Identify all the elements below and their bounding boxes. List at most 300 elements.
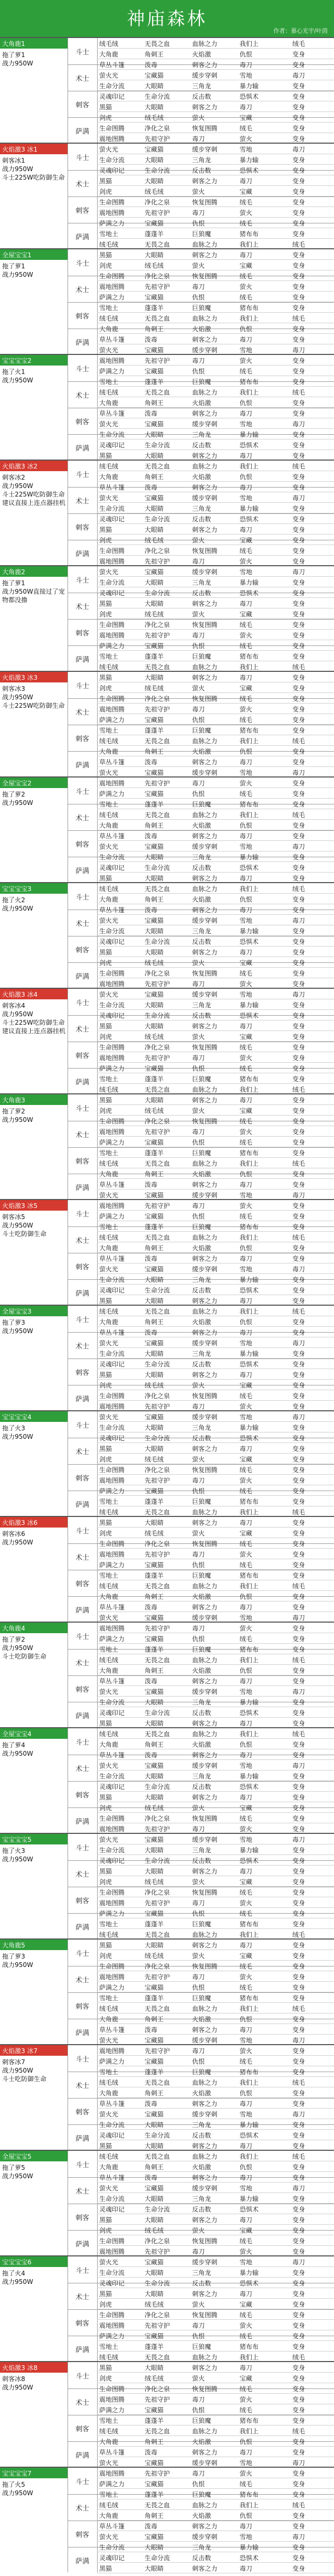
skill-row xyxy=(97,598,334,608)
skill-name: 绒毛绒 xyxy=(145,611,164,618)
skill-row xyxy=(97,682,334,693)
skill-name: 刺客之力 xyxy=(192,1868,218,1875)
skill-name: 剑虎 xyxy=(99,1530,112,1537)
skill-name: 宝藏猫 xyxy=(145,1635,164,1643)
skill-name: 生命分流 xyxy=(145,2554,170,2562)
skill-name: 宝藏 xyxy=(240,262,253,269)
skill-row xyxy=(97,535,334,545)
skill-name: 灵魂印记 xyxy=(99,1012,125,1019)
skill-name: 泼毒 xyxy=(145,61,158,69)
skill-row xyxy=(97,1401,334,1411)
section-description: 拖了萝1 战力950W xyxy=(2,51,33,67)
job-label: 刺客 xyxy=(75,2425,89,2433)
skill-name: 刺客之力 xyxy=(192,1371,218,1379)
skill-row xyxy=(97,704,334,714)
skill-row xyxy=(97,1929,334,1940)
skill-name: 绒毛绒 xyxy=(99,811,119,819)
section-description: 拖了萝2 战力950W xyxy=(2,1108,33,1123)
skill-name: 净化之泉 xyxy=(145,1889,170,1896)
skill-name: 萤火 xyxy=(192,1530,205,1537)
job-label: 刺客 xyxy=(75,735,89,743)
skill-name: 生命分流 xyxy=(99,1773,125,1780)
job-label: 术士 xyxy=(75,1448,89,1456)
skill-name: 绒毛 xyxy=(240,1910,253,1917)
skill-row xyxy=(97,1031,334,1042)
skill-name: 生命分流 xyxy=(145,1783,170,1791)
skill-name: 萤火 xyxy=(240,1403,253,1410)
page-header xyxy=(0,0,334,37)
skill-name: 刺客之力 xyxy=(192,2174,218,2181)
skill-name: 角刺王 xyxy=(145,473,164,481)
skill-name: 毒刀 xyxy=(292,1688,306,1696)
skill-row xyxy=(97,2330,334,2341)
lineup-section xyxy=(0,671,334,776)
skill-name: 剑虎 xyxy=(99,2375,112,2382)
skill-name: 灵魂印记 xyxy=(99,1857,125,1865)
skill-name: 剑虎 xyxy=(99,1456,112,1463)
job-label: 萨满 xyxy=(75,233,89,241)
skill-row xyxy=(97,2035,334,2045)
skill-name: 泼毒 xyxy=(145,2100,158,2107)
skill-name: 绒毛 xyxy=(292,2005,306,2012)
skill-name: 大眼睛 xyxy=(145,1297,164,1305)
skill-name: 先祖守护 xyxy=(145,2047,170,2055)
skill-name: 萤火 xyxy=(240,632,253,639)
skill-name: 萤火 xyxy=(192,2227,205,2234)
skill-name: 毒刀 xyxy=(240,526,253,533)
skill-name: 血脉之力 xyxy=(192,1931,218,1938)
skill-name: 萤火 xyxy=(192,1878,205,1886)
job-label: 斗士 xyxy=(75,1528,89,1535)
skill-row xyxy=(97,1760,334,1771)
skill-row xyxy=(97,1200,334,1211)
skill-name: 震地图腾 xyxy=(99,980,125,988)
skill-name: 毒刀 xyxy=(240,2216,253,2224)
skill-name: 绒毛绒 xyxy=(145,959,164,967)
skill-name: 变身 xyxy=(292,875,306,882)
skill-name: 绒毛 xyxy=(240,642,253,650)
skill-name: 缓步穿刺 xyxy=(192,1192,218,1199)
skill-name: 无畏之血 xyxy=(145,463,170,470)
skill-name: 变身 xyxy=(292,357,306,364)
skill-name: 毒刀 xyxy=(240,1445,253,1453)
skill-name: 仇恨 xyxy=(192,2406,205,2414)
skill-name: 三角龙 xyxy=(192,928,212,935)
skill-name: 绒毛绒 xyxy=(145,262,164,269)
job-label: 刺客 xyxy=(75,101,89,109)
skill-name: 变身 xyxy=(292,505,306,512)
skill-name: 剑虎 xyxy=(99,188,112,195)
skill-name: 绒毛绒 xyxy=(99,1086,119,1093)
job-label: 萨满 xyxy=(75,2029,89,2037)
skill-name: 生命图腾 xyxy=(99,1540,125,1548)
job-label: 刺客 xyxy=(75,524,89,532)
skill-row xyxy=(97,1813,334,1823)
skill-name: 我们上 xyxy=(240,2428,259,2435)
skill-name: 净化之泉 xyxy=(145,1815,170,1822)
skill-name: 毒刀 xyxy=(192,558,205,565)
job-label: 刺客 xyxy=(75,1897,89,1905)
skill-name: 恢复图腾 xyxy=(192,1889,218,1896)
skill-name: 雪地土 xyxy=(99,1994,119,2002)
skill-name: 变身 xyxy=(292,1551,306,1558)
skill-name: 剑虎 xyxy=(99,685,112,692)
skill-name: 恐惧术 xyxy=(240,167,259,174)
skill-name: 变身 xyxy=(292,125,306,132)
skill-name: 火焰激 xyxy=(192,822,212,829)
skill-row xyxy=(97,2278,334,2288)
skill-name: 宝藏猫 xyxy=(145,294,164,301)
skill-name: 绒毛 xyxy=(240,716,253,724)
skill-row xyxy=(97,1961,334,1971)
skill-row xyxy=(97,714,334,725)
skill-name: 变身 xyxy=(292,1646,306,1653)
skill-name: 绒毛 xyxy=(240,1487,253,1495)
skill-name: 我们上 xyxy=(240,40,259,48)
skill-name: 变身 xyxy=(292,230,306,238)
skill-name: 恢复图腾 xyxy=(192,1963,218,1970)
skill-name: 绒毛 xyxy=(240,220,253,227)
skill-name: 净化之泉 xyxy=(145,2385,170,2393)
skill-name: 毒刀 xyxy=(192,2248,205,2255)
section-label: 火焰激3 冰4 xyxy=(2,991,38,998)
skill-name: 震地图腾 xyxy=(99,283,125,291)
skill-name: 绒毛 xyxy=(292,2502,306,2509)
skill-name: 宝藏 xyxy=(240,2301,253,2308)
skill-row xyxy=(97,2267,334,2278)
skill-name: 泼毒 xyxy=(145,1751,158,1759)
skill-name: 变身 xyxy=(292,93,306,100)
skill-name: 刺客之力 xyxy=(192,1678,218,1685)
skill-name: 雪地土 xyxy=(99,653,119,660)
skill-name: 绒毛绒 xyxy=(145,1530,164,1537)
skill-row xyxy=(97,2373,334,2383)
skill-name: 角刺王 xyxy=(145,1741,164,1748)
skill-row xyxy=(97,1464,334,1475)
skill-name: 黑猫 xyxy=(99,2364,112,2372)
skill-name: 萤火 xyxy=(192,2301,205,2308)
skill-name: 黑猫 xyxy=(99,2216,112,2224)
skill-name: 萤火光 xyxy=(99,1413,119,1421)
skill-name: 三角龙 xyxy=(192,579,212,586)
skill-name: 绒毛绒 xyxy=(145,1878,164,1886)
skill-name: 变身 xyxy=(292,1604,306,1611)
skill-name: 我们上 xyxy=(240,241,259,248)
skill-name: 我们上 xyxy=(240,2153,259,2160)
job-label: 术士 xyxy=(75,1765,89,1773)
skill-name: 反击数 xyxy=(192,167,212,174)
skill-name: 恢复图腾 xyxy=(192,273,218,280)
skill-name: 猪布布 xyxy=(240,1646,259,1653)
skill-name: 宝藏猫 xyxy=(145,1213,164,1220)
skill-name: 震地图腾 xyxy=(99,1973,125,1981)
skill-name: 毒刀 xyxy=(240,949,253,956)
skill-name: 大角鹿 xyxy=(99,1741,119,1748)
job-label: 斗士 xyxy=(75,1316,89,1324)
skill-row xyxy=(97,302,334,313)
skill-name: 变身 xyxy=(292,758,306,766)
skill-row xyxy=(97,968,334,978)
job-label: 术士 xyxy=(75,2188,89,2196)
section-band xyxy=(0,1517,68,1528)
skill-name: 雪地 xyxy=(240,2037,253,2044)
skill-name: 绒毛 xyxy=(292,315,306,322)
skill-name: 大角鹿 xyxy=(99,1318,119,1326)
skill-name: 宝藏猫 xyxy=(145,917,164,924)
skill-name: 无畏之血 xyxy=(145,241,170,248)
skill-name: 缓步穿刺 xyxy=(192,2533,218,2541)
skill-name: 毒刀 xyxy=(292,2533,306,2541)
skill-name: 毒刀 xyxy=(292,2259,306,2266)
skill-name: 变身 xyxy=(292,114,306,121)
skill-name: 变身 xyxy=(292,1519,306,1526)
skill-name: 宝藏猫 xyxy=(145,1688,164,1696)
skill-name: 萤火光 xyxy=(99,568,119,576)
section-description: 拖了火5 战力950W xyxy=(2,2481,33,2497)
skill-name: 仇恨 xyxy=(192,220,205,227)
skill-name: 毒刀 xyxy=(192,357,205,364)
skill-name: 变身 xyxy=(292,2385,306,2393)
job-label: 萨满 xyxy=(75,1501,89,1509)
skill-name: 变身 xyxy=(292,473,306,481)
skill-row xyxy=(97,2140,334,2151)
skill-name: 毒刀 xyxy=(292,1413,306,1421)
skill-row xyxy=(97,429,334,439)
skill-name: 仇恨 xyxy=(192,716,205,724)
skill-name: 变身 xyxy=(292,1857,306,1865)
skill-name: 绒毛 xyxy=(292,1656,306,1664)
skill-name: 变身 xyxy=(292,1128,306,1136)
lineup-section xyxy=(0,1093,334,1199)
job-label: 斗士 xyxy=(75,2267,89,2275)
skill-row xyxy=(97,661,334,672)
skill-name: 震地图腾 xyxy=(99,706,125,713)
skill-name: 变身 xyxy=(292,1741,306,1748)
skill-name: 泼毒 xyxy=(145,1604,158,1611)
skill-name: 大眼睛 xyxy=(145,452,164,460)
skill-name: 变身 xyxy=(292,621,306,629)
skill-name: 净化之泉 xyxy=(145,2311,170,2319)
job-label: 术士 xyxy=(75,709,89,717)
skill-name: 草丛斗篷 xyxy=(99,2523,125,2530)
skill-name: 暴力输 xyxy=(240,1350,259,1357)
skill-name: 刺客之力 xyxy=(192,2216,218,2224)
lineup-section xyxy=(0,2467,334,2572)
skill-row xyxy=(97,936,334,947)
skill-name: 变身 xyxy=(292,1213,306,1220)
skill-name: 无畏之血 xyxy=(145,811,170,819)
skill-row xyxy=(97,207,334,218)
skill-name: 缓步穿刺 xyxy=(192,494,218,502)
skill-row xyxy=(97,556,334,566)
skill-name: 萤火光 xyxy=(99,991,119,998)
skill-name: 大眼睛 xyxy=(145,104,164,111)
skill-name: 萤火 xyxy=(240,2396,253,2403)
skill-row xyxy=(97,1116,334,1126)
skill-row xyxy=(97,186,334,196)
skill-name: 我们上 xyxy=(240,2354,259,2361)
skill-name: 雪地 xyxy=(240,2533,253,2541)
skill-name: 宝藏 xyxy=(240,1107,253,1114)
skill-name: 灵魂印记 xyxy=(99,1361,125,1368)
skill-name: 绒毛 xyxy=(240,1963,253,1970)
skill-row xyxy=(97,1485,334,1496)
skill-row xyxy=(97,767,334,778)
skill-name: 萤火光 xyxy=(99,146,119,153)
skill-row xyxy=(97,1369,334,1380)
skill-name: 无畏之血 xyxy=(145,1160,170,1167)
skill-name: 三角龙 xyxy=(192,505,212,512)
skill-name: 毒刀 xyxy=(240,1181,253,1188)
skill-row xyxy=(97,577,334,587)
skill-name: 变身 xyxy=(292,1963,306,1970)
skill-name: 绒毛绒 xyxy=(99,463,119,470)
skill-row xyxy=(97,2235,334,2246)
skill-name: 萤火 xyxy=(240,980,253,988)
skill-name: 绒毛 xyxy=(240,1139,253,1146)
skill-name: 绒毛绒 xyxy=(99,2428,119,2435)
skill-name: 刺客之力 xyxy=(192,949,218,956)
skill-name: 萤火 xyxy=(192,1107,205,1114)
skill-name: 毒刀 xyxy=(240,875,253,882)
skill-name: 净化之泉 xyxy=(145,199,170,206)
skill-name: 雪地 xyxy=(240,1836,253,1843)
job-label: 刺客 xyxy=(75,2531,89,2539)
skill-name: 宝藏猫 xyxy=(145,1836,164,1843)
skill-row xyxy=(97,281,334,292)
skill-row xyxy=(97,1348,334,1359)
section-band xyxy=(0,778,68,788)
section-label: 全屋宝宝3 xyxy=(2,1308,32,1315)
skill-name: 变身 xyxy=(292,685,306,692)
skill-name: 大角鹿 xyxy=(99,2438,119,2446)
skill-name: 恐惧术 xyxy=(240,1287,259,1294)
skill-name: 大眼睛 xyxy=(145,1371,164,1379)
skill-name: 变身 xyxy=(292,1382,306,1389)
skill-name: 恢复图腾 xyxy=(192,2311,218,2319)
job-label: 斗士 xyxy=(75,1739,89,1747)
skill-name: 变身 xyxy=(292,2142,306,2150)
skill-row xyxy=(97,1728,334,1739)
skill-name: 反击数 xyxy=(192,2206,212,2213)
skill-name: 变身 xyxy=(292,1878,306,1886)
skill-name: 宝藏猫 xyxy=(145,368,164,375)
skill-name: 雪地 xyxy=(240,1614,253,1622)
skill-name: 宝藏猫 xyxy=(145,72,164,79)
skill-name: 血脉之力 xyxy=(192,811,218,819)
skill-name: 毒刀 xyxy=(240,2449,253,2456)
skill-name: 蓬蓬羊 xyxy=(145,1075,164,1083)
skill-name: 萤火光 xyxy=(99,1836,119,1843)
skill-name: 大眼睛 xyxy=(145,2364,164,2372)
skill-row xyxy=(97,2415,334,2425)
skill-name: 仇恨 xyxy=(192,1139,205,1146)
skill-name: 生命图腾 xyxy=(99,273,125,280)
skill-name: 毒刀 xyxy=(292,2185,306,2192)
skill-name: 净化之泉 xyxy=(145,547,170,555)
skill-name: 草丛斗篷 xyxy=(99,1255,125,1262)
job-label: 刺客 xyxy=(75,1686,89,1694)
skill-name: 毒刀 xyxy=(192,283,205,291)
skill-name: 刺客之力 xyxy=(192,758,218,766)
skill-name: 三角龙 xyxy=(192,1276,212,1284)
skill-name: 三角龙 xyxy=(192,2121,212,2129)
skill-name: 恐惧术 xyxy=(240,938,259,945)
skill-name: 蓬蓬羊 xyxy=(145,801,164,808)
skill-name: 无畏之血 xyxy=(145,1730,170,1738)
lineup-section xyxy=(0,2150,334,2255)
skill-name: 萨满之力 xyxy=(99,368,125,375)
skill-name: 宝藏猫 xyxy=(145,568,164,576)
skill-name: 雪地 xyxy=(240,494,253,502)
skill-row xyxy=(97,471,334,482)
skill-name: 变身 xyxy=(292,1361,306,1368)
skill-row xyxy=(97,1168,334,1179)
skill-name: 生命图腾 xyxy=(99,621,125,629)
skill-name: 变身 xyxy=(292,980,306,988)
skill-name: 刺客之力 xyxy=(192,1297,218,1305)
skill-name: 变身 xyxy=(292,1530,306,1537)
skill-name: 震地图腾 xyxy=(99,1551,125,1558)
skill-name: 先祖守护 xyxy=(145,1551,170,1558)
skill-row xyxy=(97,746,334,756)
skill-name: 仇恨 xyxy=(240,1244,253,1252)
skill-name: 绒毛 xyxy=(240,2237,253,2245)
skill-name: 大眼睛 xyxy=(145,2565,164,2572)
skill-name: 血脉之力 xyxy=(192,2502,218,2509)
skill-name: 萤火光 xyxy=(99,2259,119,2266)
skill-name: 变身 xyxy=(292,1149,306,1157)
skill-row xyxy=(97,587,334,598)
skill-name: 毒刀 xyxy=(292,1192,306,1199)
lineup-section xyxy=(0,37,334,143)
skill-name: 无畏之血 xyxy=(145,315,170,322)
skill-row xyxy=(97,1855,334,1866)
skill-row xyxy=(97,2563,334,2573)
skill-name: 萨满之力 xyxy=(99,716,125,724)
skill-row xyxy=(97,1042,334,1052)
skill-name: 蓬蓬羊 xyxy=(145,1149,164,1157)
skill-name: 毒刀 xyxy=(292,843,306,850)
skill-name: 震地图腾 xyxy=(99,1054,125,1062)
skill-name: 猪布布 xyxy=(240,2417,259,2424)
skill-name: 大角鹿 xyxy=(99,2512,119,2519)
skill-name: 萨满之力 xyxy=(99,790,125,798)
skill-name: 雪地 xyxy=(240,917,253,924)
skill-name: 无畏之血 xyxy=(145,737,170,745)
skill-name: 宝藏猫 xyxy=(145,2533,164,2541)
skill-name: 灵魂印记 xyxy=(99,2206,125,2213)
skill-row xyxy=(97,1147,334,1158)
section-label: 火焰激3 冰8 xyxy=(2,2364,38,2372)
skill-row xyxy=(97,154,334,165)
section-label: 大角鹿3 xyxy=(2,1097,25,1104)
section-band xyxy=(0,883,68,894)
skill-name: 仇恨 xyxy=(192,1487,205,1495)
skill-name: 血脉之力 xyxy=(192,1160,218,1167)
skill-name: 刺客之力 xyxy=(192,1942,218,1949)
skill-name: 刺客之力 xyxy=(192,906,218,914)
skill-name: 刺客之力 xyxy=(192,832,218,840)
skill-name: 变身 xyxy=(292,2047,306,2055)
job-label: 刺客 xyxy=(75,1158,89,1166)
skill-name: 恢复图腾 xyxy=(192,2237,218,2245)
skill-name: 三角龙 xyxy=(192,431,212,438)
skill-name: 毒刀 xyxy=(192,1973,205,1981)
skill-name: 角刺王 xyxy=(145,399,164,407)
skill-name: 生命分流 xyxy=(99,928,125,935)
skill-name: 变身 xyxy=(292,695,306,702)
